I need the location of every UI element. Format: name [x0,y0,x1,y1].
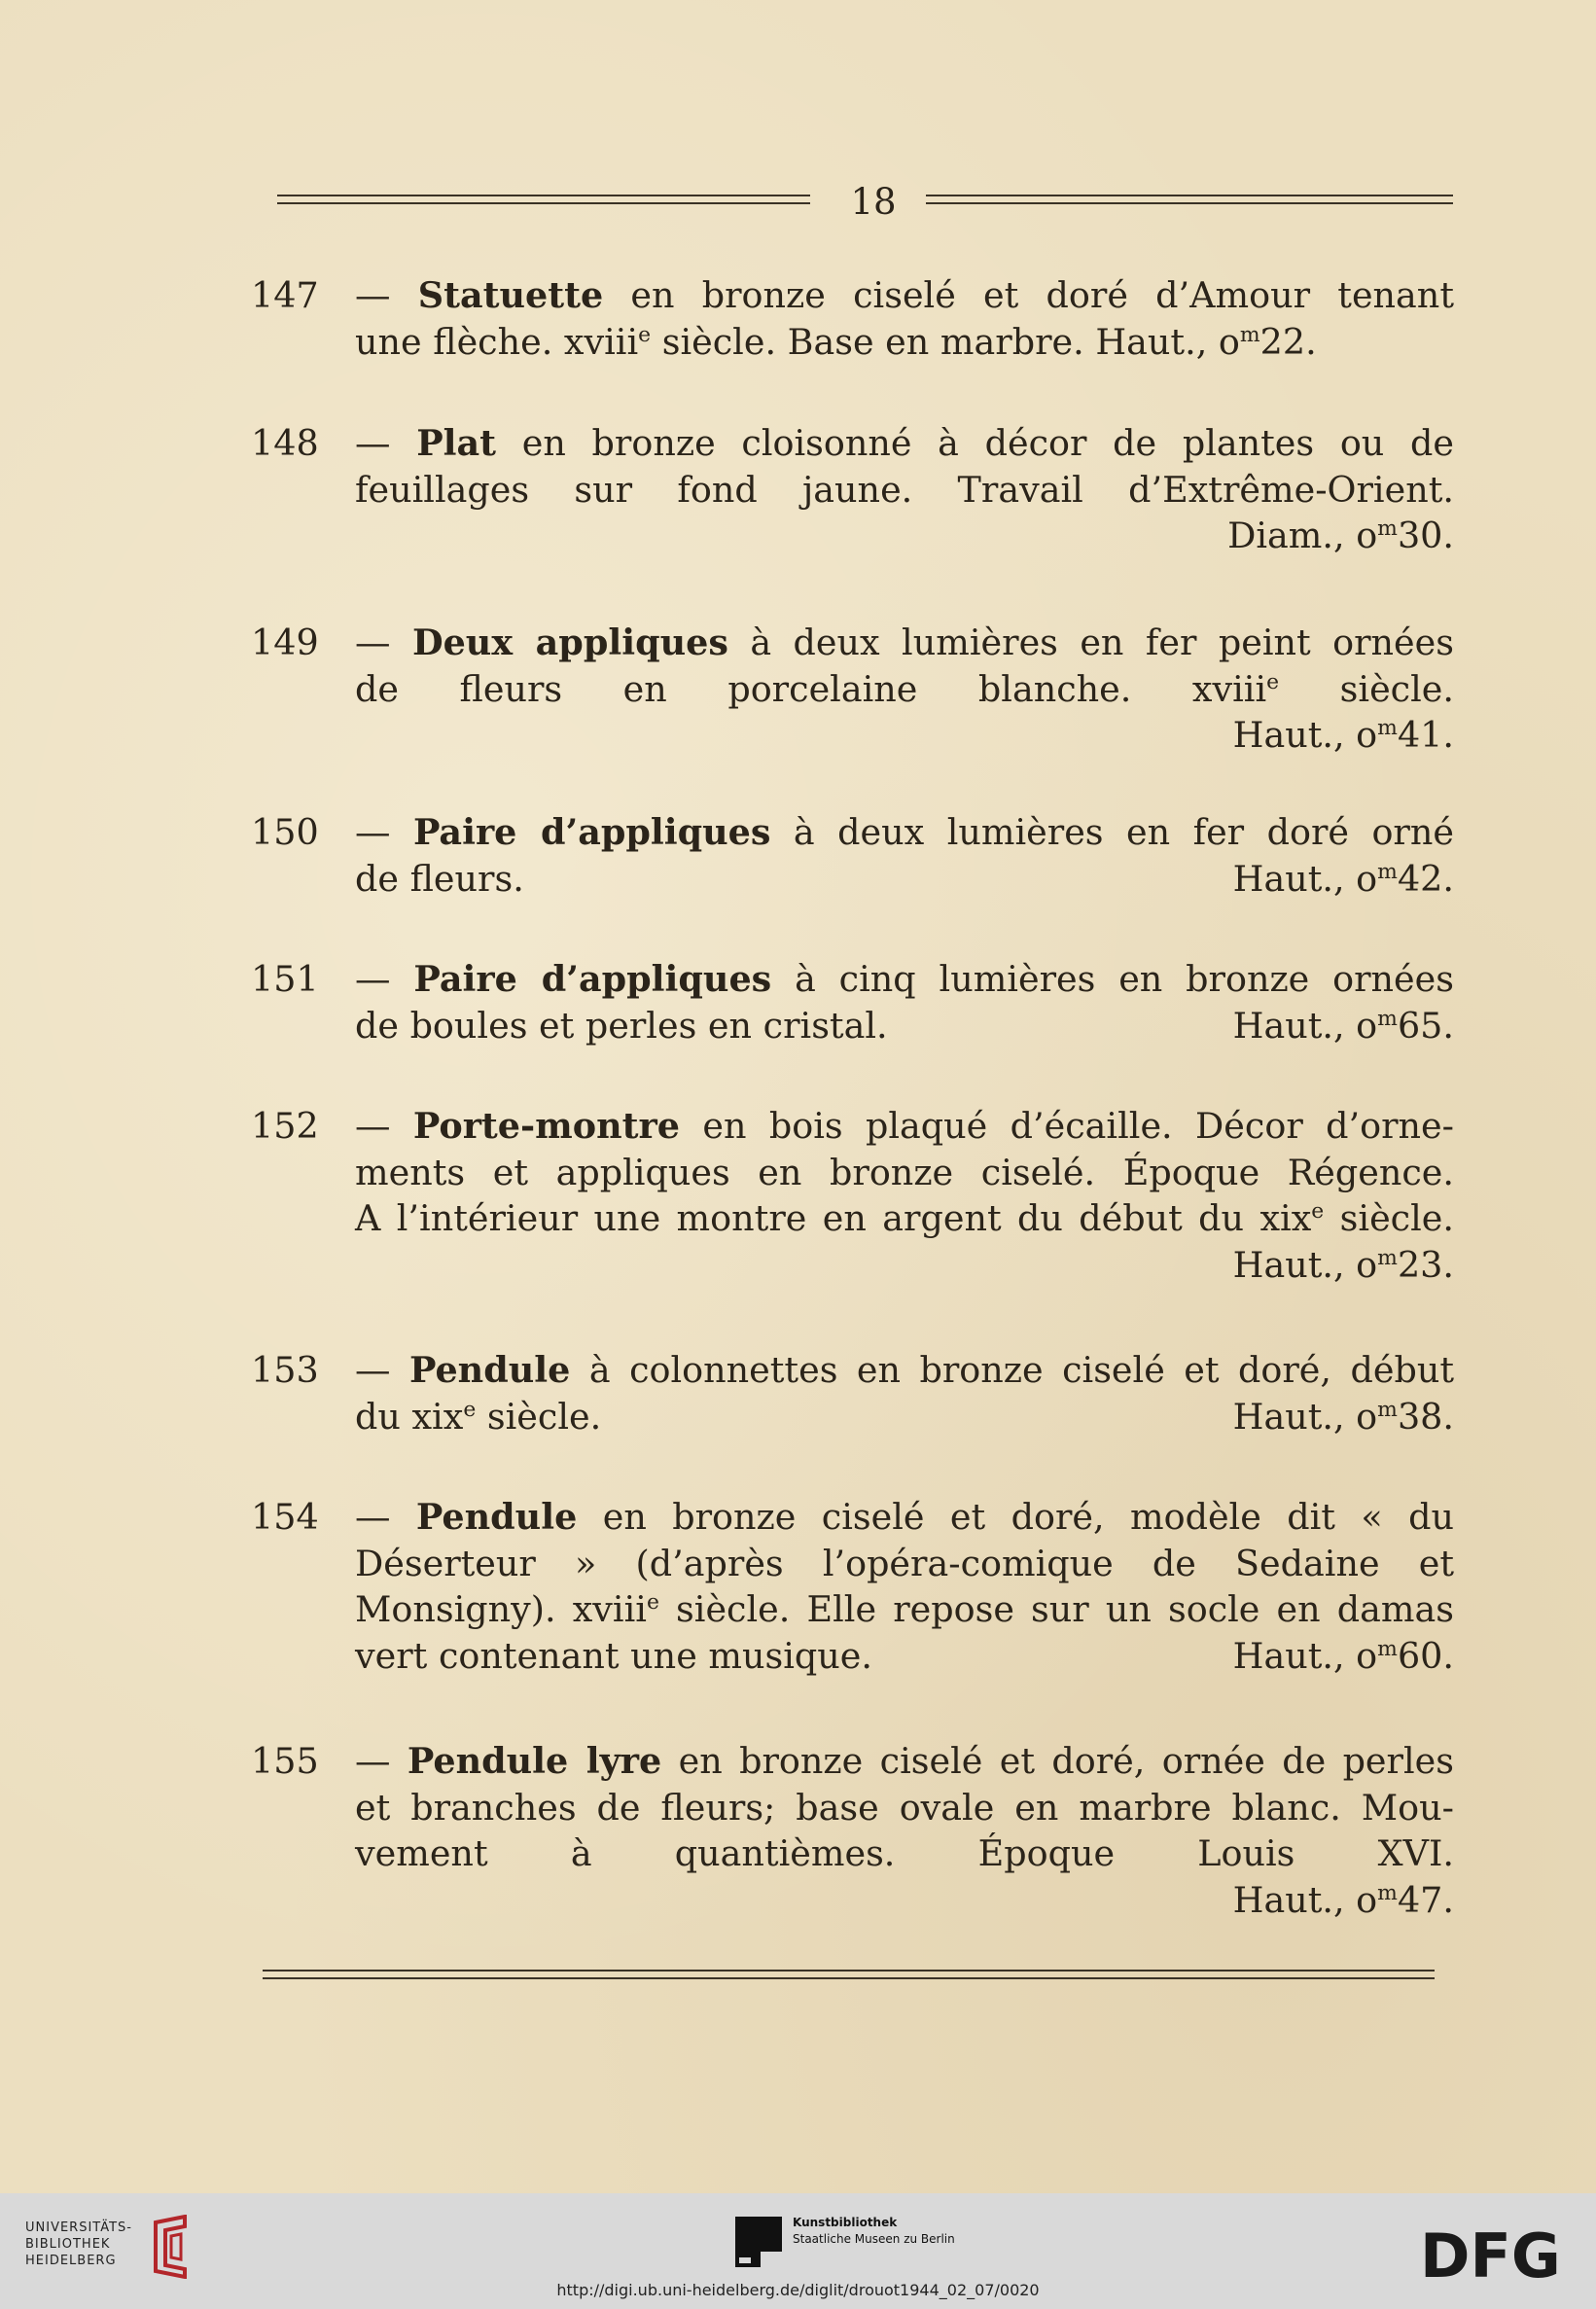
lot-title: Plat [416,422,497,464]
library-emblem-icon [146,2215,193,2279]
em-dash: — [355,1105,413,1147]
entry-line: 150 — Paire d’appliques à deux lumières en fer doré orné [263,809,1454,856]
page-number: 18 [850,181,897,223]
digitization-footer [0,2193,1596,2309]
entry-line: de fleurs en porcelaine blanche. xviii$^e$ siècle. [355,667,1454,710]
catalogue-entry-149 [251,620,1454,759]
lot-number: 148 [251,422,319,464]
lot-title: Paire d’appliques [413,958,772,1000]
header-rule-left [277,195,810,204]
catalogue-entry-148 [251,420,1454,559]
dimension: Haut., $o^m65$. [1232,1004,1454,1047]
entry-line: Haut., $o^m47$. [1232,1878,1454,1921]
entry-line: Diam., $o^m30$. [1227,515,1454,556]
lot-title: Pendule [408,1349,571,1391]
em-dash: — [355,1496,416,1538]
source-url-link[interactable]: http://digi.ub.uni-heidelberg.de/diglit/drouot1944_02_07/0020 [556,2281,1040,2299]
entry-line: 148 — Plat en bronze cloisonné à décor de plantes ou de [263,420,1454,467]
lot-number: 154 [251,1496,319,1538]
entry-line: vert contenant une musique. Haut., $o^m60$. [263,1633,1454,1680]
entry-line: de fleurs. Haut., $o^m42$. [263,856,1454,903]
lot-title: Pendule lyre [407,1740,662,1782]
entry-line: une flèche. xviii$^e$ siècle. Base en marbre. Haut., $o^m22$. [355,320,1317,363]
em-dash: — [355,1349,409,1391]
catalogue-entry-147 [251,272,1454,365]
dimension: Haut., $o^m38$. [1232,1395,1454,1438]
library-line: HEIDELBERG [25,2254,117,2268]
catalogue-entry-153 [251,1347,1454,1439]
dimension: Haut., $o^m60$. [1232,1634,1454,1677]
entry-line: 153 — Pendule à colonnettes en bronze ciselé et doré, début [263,1347,1454,1394]
entry-line: vement à quantièmes. Époque Louis XVI. [355,1832,1454,1874]
lot-title: Pendule [415,1496,578,1538]
entry-line: du xix$^e$ siècle. Haut., $o^m38$. [263,1394,1454,1440]
lot-number: 152 [251,1105,319,1147]
em-dash: — [355,811,413,853]
entry-line: 152 — Porte-montre en bois plaqué d’écaille. Décor d’orne- [263,1103,1454,1150]
kunstbibliothek-subtitle: Staatliche Museen zu Berlin [793,2232,955,2246]
catalogue-entry-150 [251,809,1454,902]
dfg-logo-text: DFG [1420,2228,1561,2283]
catalogue-entry-154 [251,1494,1454,1679]
lot-title: Porte-montre [412,1105,680,1147]
entry-line: feuillages sur fond jaune. Travail d’Extrême-Orient. [355,468,1454,511]
em-dash: — [355,958,414,1000]
entry-line: Haut., $o^m41$. [1232,714,1454,756]
entry-line: Haut., $o^m23$. [1232,1243,1454,1286]
lot-title: Deux appliques [411,622,728,663]
lot-number: 153 [251,1349,319,1391]
lot-number: 149 [251,622,319,663]
entry-line: de boules et perles en cristal. Haut., $o^m65$. [263,1003,1454,1049]
entry-line: 147 — Statuette en bronze ciselé et doré d’Amour tenant [263,272,1454,319]
entry-line: Déserteur » (d’après l’opéra-comique de Sedaine et [355,1542,1454,1584]
library-line: BIBLIOTHEK [25,2237,111,2252]
catalogue-entry-155 [251,1738,1454,1923]
header-rule-right [926,195,1453,204]
kunstbibliothek-logo-icon [731,2213,786,2271]
catalogue-entry-151 [251,956,1454,1048]
entry-line: 149 — Deux appliques à deux lumières en fer peint ornées [263,620,1454,666]
university-library-logo [25,2220,132,2269]
em-dash: — [355,422,417,464]
library-line: UNIVERSITÄTS- [25,2220,132,2235]
entry-line: et branches de fleurs; base ovale en marbre blanc. Mou- [355,1786,1454,1829]
em-dash: — [355,274,418,316]
kunstbibliothek-label [793,2215,955,2248]
lot-number: 147 [251,274,319,316]
em-dash: — [355,622,412,663]
kunstbibliothek-name: Kunstbibliothek [793,2216,898,2229]
entry-line: 155 — Pendule lyre en bronze ciselé et doré, ornée de perles [263,1738,1454,1785]
lot-title: Statuette [417,274,604,316]
entry-line: 154 — Pendule en bronze ciselé et doré, modèle dit « du [263,1494,1454,1541]
dimension: Haut., $o^m42$. [1232,857,1454,900]
catalogue-entry-152 [251,1103,1454,1288]
entry-line: ments et appliques en bronze ciselé. Époque Régence. [355,1151,1454,1193]
entry-line: Monsigny). xviii$^e$ siècle. Elle repose sur un socle en damas [355,1588,1454,1630]
footer-rule [263,1970,1435,1979]
lot-number: 150 [251,811,319,853]
entry-line: A l’intérieur une montre en argent du début du xix$^e$ siècle. [355,1197,1454,1239]
em-dash: — [355,1740,408,1782]
lot-number: 151 [251,958,319,1000]
entry-line: 151 — Paire d’appliques à cinq lumières en bronze ornées [263,956,1454,1003]
lot-number: 155 [251,1740,319,1782]
lot-title: Paire d’appliques [412,811,771,853]
dfg-logo [1420,2228,1571,2283]
